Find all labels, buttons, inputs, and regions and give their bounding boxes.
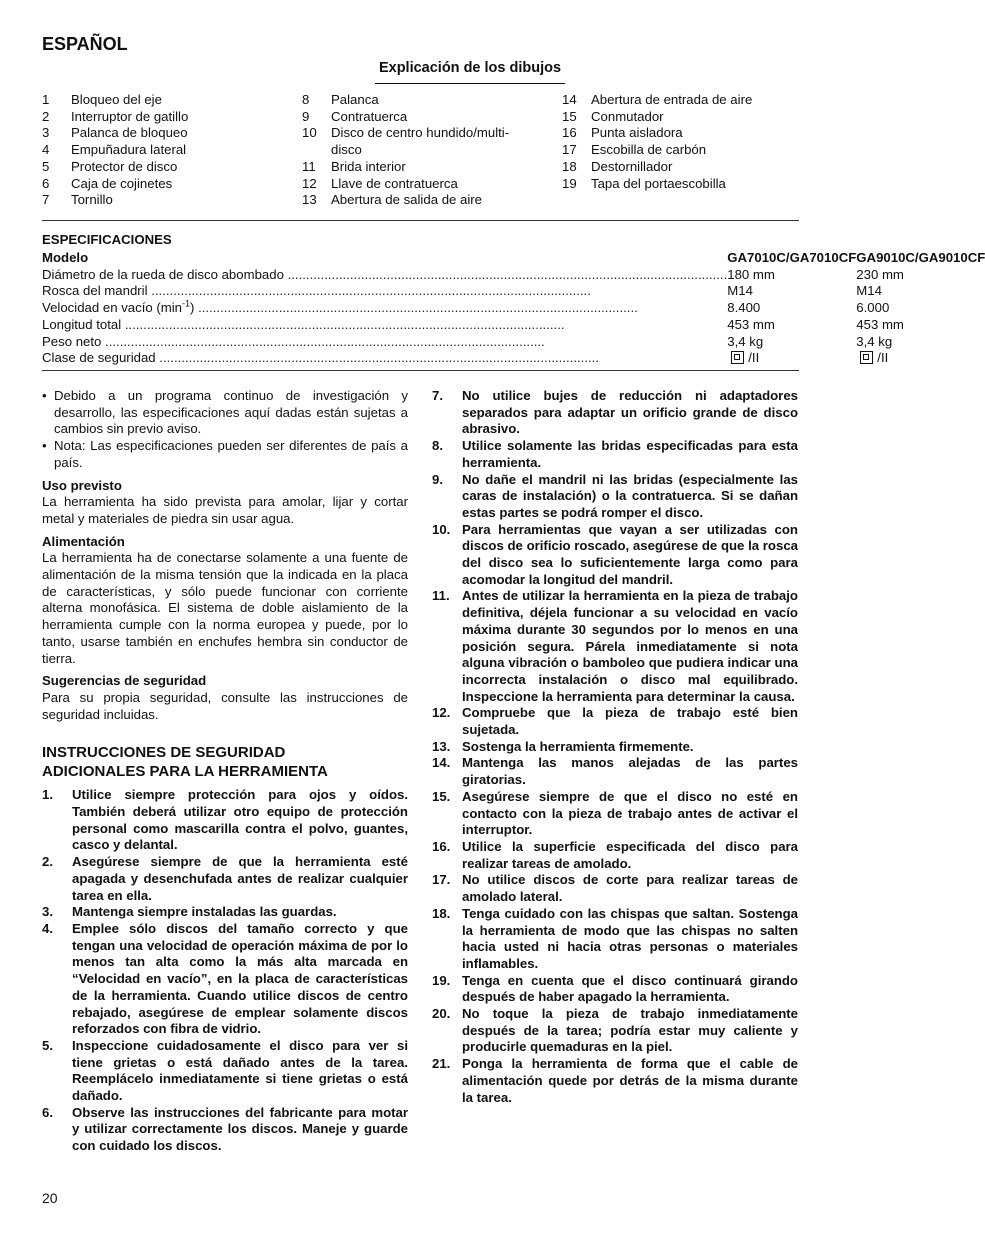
safety-item <box>432 438 798 471</box>
legend-text: Llave de contratuerca <box>331 175 458 191</box>
legend-item <box>302 125 552 142</box>
legend-item <box>562 142 822 159</box>
legend-column-2 <box>302 92 552 209</box>
safety-item-number: 2. <box>42 854 53 870</box>
legend-text: Disco de centro hundido/multi- <box>331 125 510 141</box>
spec-label: Rosca del mandril <box>42 283 148 299</box>
spec-row <box>42 283 985 300</box>
legend-number: 11 <box>302 158 316 174</box>
safety-item-text: No utilice discos de corte para realizar tareas de amolado lateral. <box>462 872 798 905</box>
safety-item <box>432 973 798 1006</box>
legend-number: 3 <box>42 125 50 141</box>
safety-item <box>432 705 798 738</box>
leader-dots: ........................................................................................................................ <box>155 350 599 366</box>
legend-item <box>302 159 552 176</box>
spec-label-cell <box>42 350 727 367</box>
legend-column-1 <box>42 92 292 209</box>
bullet-icon: • <box>42 438 47 454</box>
safety-item-number: 20. <box>432 1006 451 1022</box>
safety-item-text: Ponga la herramienta de forma que el cable de alimentación quede por detrás de la misma durante la tarea. <box>462 1056 798 1105</box>
safety-item-number: 8. <box>432 438 443 454</box>
legend-text: Contratuerca <box>331 108 408 124</box>
safety-item <box>432 739 798 756</box>
spec-value-b: M14 <box>856 283 882 299</box>
legend-item <box>562 159 822 176</box>
spec-label-cell <box>42 317 727 334</box>
spec-value-a: 180 mm <box>727 266 775 282</box>
legend-title-wrap <box>0 60 875 84</box>
legend-column-3 <box>562 92 822 192</box>
note-item <box>42 438 408 471</box>
legend-text: Empuñadura lateral <box>71 142 187 158</box>
leader-dots: ........................................................................................................................ <box>121 316 565 332</box>
legend-item <box>302 92 552 109</box>
safety-item-text: Utilice la superficie especificada del disco para realizar tareas de amolado. <box>462 838 798 871</box>
safety-item-number: 13. <box>432 738 451 754</box>
section-body: La herramienta ha de conectarse solamente a una fuente de alimentación de la misma tensión que la indicada en la placa de características, y sólo puede funcionar con corriente alterna monofásica. El sistema de doble aislamiento de la herramienta cumple con la norma europea y puede, por lo tanto, usarse también en enchufes hembra sin conductor de tierra. <box>42 550 408 666</box>
legend-item <box>42 125 292 142</box>
legend-item <box>302 192 552 209</box>
section-body: Para su propia seguridad, consulte las instrucciones de seguridad incluidas. <box>42 689 408 722</box>
spec-label: Longitud total <box>42 316 122 332</box>
left-column <box>42 388 408 1155</box>
legend-item <box>302 176 552 193</box>
spec-label-end: ) <box>190 300 195 316</box>
legend-number: 2 <box>42 108 50 124</box>
legend-item <box>42 176 292 193</box>
safety-item-number: 11. <box>432 588 450 604</box>
section-heading: Sugerencias de seguridad <box>42 673 207 689</box>
safety-item-number: 12. <box>432 705 451 721</box>
legend-item <box>562 92 822 109</box>
specs-table <box>42 250 985 367</box>
legend-number: 12 <box>302 175 317 191</box>
legend-item <box>42 142 292 159</box>
leader-dots: ........................................................................................................................ <box>147 283 591 299</box>
legend-text: Bloqueo del eje <box>71 92 162 107</box>
safety-title-line-1: INSTRUCCIONES DE SEGURIDAD <box>42 744 286 762</box>
legend-number: 17 <box>562 142 577 158</box>
spec-row <box>42 317 985 334</box>
legend-text: Protector de disco <box>71 158 178 174</box>
legend-number: 6 <box>42 175 50 191</box>
safety-item <box>42 904 408 921</box>
leader-dots: ........................................................................................................................ <box>101 333 545 349</box>
safety-item-number: 19. <box>432 972 451 988</box>
safety-item-text: Emplee sólo discos del tamaño correcto y que tengan una velocidad de operación máxima de por lo menos tan alta como la más alta marcada en “Velocidad en vacío”, en la placa de características de la herramienta. Cuando utilice discos de centro rebajado, asegúrese de emplear solamente discos reforzados con fibra de vidrio. <box>72 920 408 1037</box>
safety-item <box>42 1105 408 1155</box>
safety-item <box>42 921 408 1038</box>
spec-row <box>42 300 985 317</box>
legend-item <box>302 142 552 159</box>
safety-item-text: Tenga en cuenta que el disco continuará girando después de haber apagado la herramienta. <box>462 972 798 1005</box>
safety-item-number: 3. <box>42 904 53 920</box>
safety-title-line-2: ADICIONALES PARA LA HERRAMIENTA <box>42 763 328 781</box>
spec-row <box>42 350 985 367</box>
legend-number: 14 <box>562 92 577 107</box>
double-insulation-icon <box>860 351 873 364</box>
safety-item-text: Antes de utilizar la herramienta en la pieza de trabajo definitiva, déjela funcionar a su velocidad en vacío máxima durante 30 segundos por lo menos en una posición segura. Párela inmediatamente si nota alguna vibración o bamboleo que pudiera indicar una incorrecta instalación o disco mal equilibrado. Inspeccione la herramienta para determinar la causa. <box>462 588 798 704</box>
legend-text: Abertura de salida de aire <box>331 192 483 208</box>
divider <box>42 370 799 371</box>
legend-number: 8 <box>302 92 310 107</box>
spec-value-a: M14 <box>727 283 753 299</box>
spec-value-b <box>856 350 985 367</box>
spec-row <box>42 267 985 284</box>
double-insulation-icon <box>731 351 744 364</box>
section-heading: Alimentación <box>42 533 125 549</box>
spec-label: Velocidad en vacío (min <box>42 300 183 316</box>
safety-item-text: Para herramientas que vayan a ser utilizadas con discos de orificio roscado, asegúrese de que la rosca del disco sea lo suficientemente larga como para acomodar la longitud del mandril. <box>462 521 798 587</box>
safety-item-number: 5. <box>42 1037 53 1053</box>
language-heading: ESPAÑOL <box>42 34 128 54</box>
legend-item <box>42 192 292 209</box>
safety-item-text: Inspeccione cuidadosamente el disco para ver si tiene grietas o está dañado antes de la tarea. Reemplácelo inmediatamente si tiene grietas o está dañado. <box>72 1037 408 1104</box>
legend-text: Conmutador <box>591 108 664 124</box>
legend-item <box>42 109 292 126</box>
spec-row <box>42 334 985 351</box>
safety-item <box>42 854 408 904</box>
safety-item <box>432 839 798 872</box>
legend-item <box>562 109 822 126</box>
spec-value-a: 3,4 kg <box>727 333 764 349</box>
safety-item-text: Asegúrese siempre de que el disco no esté en contacto con la pieza de trabajo antes de activar el interruptor. <box>462 788 798 838</box>
page-number: 20 <box>42 1190 58 1206</box>
spec-value-b: 230 mm <box>856 266 904 282</box>
legend-text: Brida interior <box>331 158 406 174</box>
safety-item-number: 6. <box>42 1104 53 1120</box>
legend-number: 9 <box>302 108 310 124</box>
legend-item <box>42 92 292 109</box>
safety-item <box>432 872 798 905</box>
safety-item <box>432 522 798 589</box>
spec-value-b: 3,4 kg <box>856 333 893 349</box>
safety-item <box>432 906 798 973</box>
legend-text: disco <box>331 142 362 158</box>
model-label: Modelo <box>42 250 89 265</box>
safety-item-text: Mantenga siempre instaladas las guardas. <box>72 904 337 920</box>
leader-dots: ........................................................................................................................ <box>194 300 638 316</box>
leader-dots: ........................................................................................................................ <box>283 266 728 282</box>
safety-item <box>42 787 408 854</box>
divider <box>42 220 799 221</box>
safety-item-number: 7. <box>432 388 443 403</box>
legend-text: Escobilla de carbón <box>591 142 707 158</box>
spec-class-text: /II <box>748 350 760 366</box>
note-text: Nota: Las especificaciones pueden ser diferentes de país a país. <box>54 438 408 470</box>
legend-number: 16 <box>562 125 577 141</box>
legend-number: 15 <box>562 108 577 124</box>
spec-value-b: 453 mm <box>856 316 904 332</box>
safety-item-text: Asegúrese siempre de que la herramienta esté apagada y desenchufada antes de realizar cualquier tarea en ella. <box>72 854 408 903</box>
safety-item <box>42 1038 408 1105</box>
safety-item <box>432 1056 798 1106</box>
legend-text: Destornillador <box>591 158 673 174</box>
legend-text: Punta aisladora <box>591 125 683 141</box>
note-item <box>42 388 408 438</box>
section-body: La herramienta ha sido prevista para amolar, lijar y cortar metal y materiales de piedra sin usar agua. <box>42 494 408 526</box>
legend-title: Explicación de los dibujos <box>375 60 565 84</box>
spec-value-b: 6.000 <box>856 300 890 316</box>
legend-text: Palanca <box>331 92 379 107</box>
section-heading: Uso previsto <box>42 477 122 493</box>
spec-label-cell <box>42 267 727 284</box>
safety-item-number: 4. <box>42 920 53 936</box>
legend-number: 19 <box>562 175 577 191</box>
safety-item-text: Mantenga las manos alejadas de las partes giratorias. <box>462 755 798 788</box>
legend-item <box>562 176 822 193</box>
legend-item <box>42 159 292 176</box>
legend-number: 7 <box>42 192 50 208</box>
spec-label-sup: -1 <box>182 298 191 309</box>
safety-item-text: No utilice bujes de reducción ni adaptadores separados para adaptar un orificio grande de disco abrasivo. <box>462 388 798 437</box>
safety-item <box>432 388 798 438</box>
safety-item-text: No dañe el mandril ni las bridas (especialmente las caras de instalación) o la contratuerca. Si se dañan estas partes se podrá romper el disco. <box>462 471 798 520</box>
safety-item <box>432 789 798 839</box>
legend-item <box>302 109 552 126</box>
safety-item <box>432 588 798 705</box>
legend-number <box>302 142 331 159</box>
spec-class-text: /II <box>877 350 889 366</box>
legend-number: 4 <box>42 142 50 158</box>
legend-text: Abertura de entrada de aire <box>591 92 753 107</box>
safety-item-number: 10. <box>432 521 451 537</box>
spec-value-a: 8.400 <box>727 300 761 316</box>
safety-item-number: 1. <box>42 787 53 803</box>
safety-item-number: 9. <box>432 471 443 487</box>
safety-item <box>432 755 798 788</box>
safety-item-text: Utilice siempre protección para ojos y oídos. También deberá utilizar otro equipo de protección personal como mascarilla contra el polvo, guantes, casco y delantal. <box>72 787 408 853</box>
model-a: GA7010C/GA7010CF <box>727 250 857 265</box>
legend-text: Tapa del portaescobilla <box>591 175 726 191</box>
legend-text: Palanca de bloqueo <box>71 125 188 141</box>
safety-item-text: Utilice solamente las bridas especificadas para esta herramienta. <box>462 438 798 470</box>
legend-text: Caja de cojinetes <box>71 175 173 191</box>
safety-item-text: Tenga cuidado con las chispas que saltan. Sostenga la herramienta de modo que las chispas no salten hacia usted ni hacia otras personas o materiales inflamables. <box>462 905 798 971</box>
spec-label: Diámetro de la rueda de disco abombado <box>42 266 284 282</box>
safety-item-number: 18. <box>432 905 451 921</box>
safety-item-number: 16. <box>432 838 451 854</box>
spec-label-cell <box>42 300 727 317</box>
note-text: Debido a un programa continuo de investigación y desarrollo, las especificaciones aquí dadas están sujetas a cambios sin previo aviso. <box>54 388 408 437</box>
legend-item <box>562 125 822 142</box>
legend-text: Interruptor de gatillo <box>71 108 189 124</box>
safety-item <box>432 472 798 522</box>
safety-item-number: 21. <box>432 1056 451 1072</box>
safety-item-text: Compruebe que la pieza de trabajo esté bien sujetada. <box>462 705 798 738</box>
legend-number: 5 <box>42 158 50 174</box>
legend-number: 13 <box>302 192 317 208</box>
safety-item-number: 17. <box>432 872 451 888</box>
spec-value-a <box>727 350 856 367</box>
safety-item <box>432 1006 798 1056</box>
safety-item-number: 14. <box>432 755 451 771</box>
model-b: GA9010C/GA9010CF <box>856 250 985 265</box>
bullet-icon: • <box>42 388 47 403</box>
legend-text: Tornillo <box>71 192 113 208</box>
specs-heading: ESPECIFICACIONES <box>42 232 172 247</box>
spec-label: Peso neto <box>42 333 102 349</box>
spec-label-cell <box>42 283 727 300</box>
legend-number: 18 <box>562 158 577 174</box>
spec-label-cell <box>42 334 727 351</box>
safety-item-text: No toque la pieza de trabajo inmediatamente después de la tarea; podría estar muy caliente y producirle quemaduras en la piel. <box>462 1006 798 1055</box>
right-column <box>432 388 798 1106</box>
spec-value-a: 453 mm <box>727 316 775 332</box>
legend-number: 10 <box>302 125 317 141</box>
safety-item-text: Observe las instrucciones del fabricante para motar y utilizar correctamente los discos. Maneje y guarde con cuidado los discos. <box>72 1104 408 1154</box>
specs-header-row <box>42 250 985 267</box>
safety-item-number: 15. <box>432 788 451 804</box>
safety-item-text: Sostenga la herramienta firmemente. <box>462 738 694 754</box>
spec-label: Clase de seguridad <box>42 350 156 366</box>
legend-number: 1 <box>42 92 50 107</box>
